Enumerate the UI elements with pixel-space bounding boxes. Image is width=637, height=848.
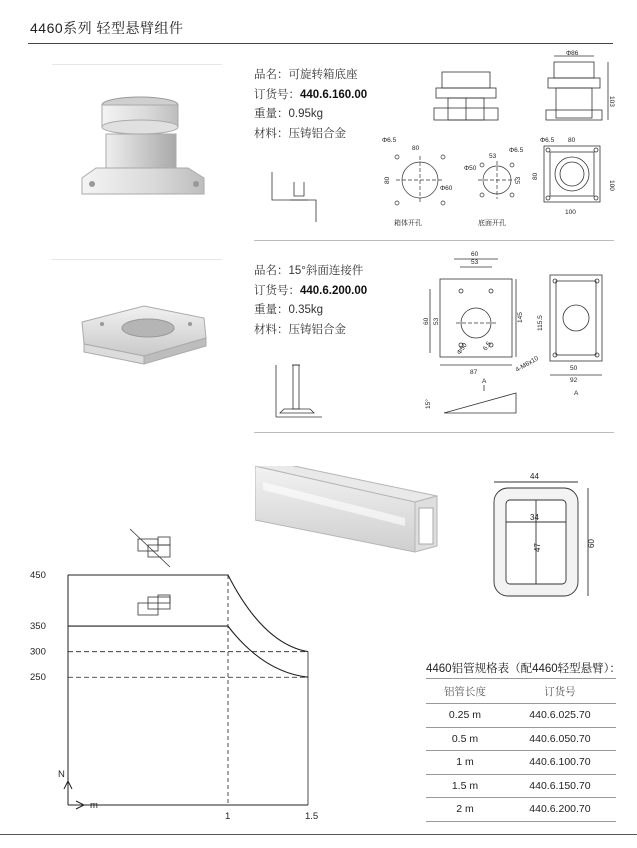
product1-order: 订货号：440.6.160.00 [254,88,368,101]
page-title: 4460系列 轻型悬臂组件 [30,20,184,36]
y-tick-label-250: 250 [30,672,46,684]
dim-w80b: 80 [568,137,576,144]
y-tick-label-350: 350 [30,621,46,633]
box-cutout-view [395,155,445,205]
dim-d86: Φ86 [566,50,579,57]
dim-h145-p2: 145 [517,312,524,323]
dim-h115-5-p2: 115.5 [537,315,544,331]
x-tick-label-1: 1 [225,811,231,822]
footer-rule [0,834,637,835]
y-tick-label-300: 300 [30,646,46,658]
dim-d6-5: Φ6.5 [382,137,397,144]
x-tick-label-1.5: 1.5 [305,811,319,822]
chart-series [68,575,308,677]
dim-d6-5c: Φ6.5 [540,137,555,144]
dim-h100: 100 [608,180,615,191]
load-icon-top [130,529,170,567]
caption-base: 底面开孔 [478,220,506,227]
dim-h103: 103 [608,96,615,107]
dim-w50-p2: 50 [570,365,578,372]
series-line-0 [68,575,308,652]
product2-material: 材料：压铸铝合金 [254,323,346,336]
product1-mount-sketch [272,172,316,222]
product1-weight: 重量：0.95kg [254,108,324,120]
product2-order-no: 440.6.200.00 [300,284,368,297]
product1-front-view [546,56,608,120]
table-row: 1.5 m 440.6.150.70 [426,774,616,798]
product1-material: 材料：压铸铝合金 [254,127,346,140]
dim-d50-p2: Φ50 [455,341,469,357]
dim-w87-p2: 87 [470,369,478,376]
dim-d6-5b: Φ6.5 [509,147,524,154]
dim-h53: 53 [515,176,522,184]
product1-name: 品名：可旋转箱底座 [254,69,358,81]
product2-wedge-view [444,385,516,413]
spec-table [426,678,616,822]
product1-top-view [544,146,600,202]
dim-r6-5-p2: 6.5 [481,340,493,353]
product2-weight: 重量：0.35kg [254,304,324,316]
dim-deg15-p2: 15° [425,399,432,409]
title-divider [28,43,613,44]
table-row: 0.25 m 440.6.025.70 [426,704,616,728]
dim-h47: 47 [533,543,542,552]
dim-w34: 34 [530,513,539,522]
product2-side-view [550,275,602,375]
table-row: 2 m 440.6.200.70 [426,798,616,822]
dim-w60-p2: 60 [471,251,479,258]
product1-order-no: 440.6.160.00 [300,88,368,101]
dim-h60: 60 [587,539,596,548]
chart-ticks [30,570,318,822]
dim-d60: Φ60 [440,185,453,192]
product2-drawings [254,245,624,435]
angled-connector-photo [74,292,214,372]
col-length: 铝管长度 [426,679,504,704]
load-icon-bottom [138,595,170,615]
dim-h53-p2: 53 [433,317,440,325]
section-divider-2 [254,432,614,433]
col-order-no: 订货号 [504,679,616,704]
label-a2-p2: A [574,390,579,397]
spec-table-header [426,679,616,704]
dim-w80c: 80 [532,172,539,180]
photo-divider [52,64,222,65]
x-axis-label: m [90,800,98,811]
dim-h60-p2: 60 [423,317,430,325]
product2-name: 品名：15°斜面连接件 [254,265,364,277]
dim-w92-p2: 92 [570,377,578,384]
chart-axes [58,575,308,811]
photo-divider-2 [52,259,222,260]
caption-box: 箱体开孔 [394,220,422,227]
product1-side-view [434,72,498,120]
y-tick-label-450: 450 [30,570,46,581]
dim-m6-p2: 4-M6x10 [514,355,540,374]
y-axis-label: N [58,769,65,780]
spec-table-title: 4460铝管规格表（配4460轻型悬臂）： [426,663,621,675]
dim-h80: 80 [384,176,391,184]
table-row: 1 m 440.6.100.70 [426,751,616,775]
dim-w53-p2: 53 [471,259,479,266]
section-divider-1 [254,240,614,241]
rotatable-base-photo [78,90,218,205]
product2-order: 订货号：440.6.200.00 [254,284,368,297]
label-a1-p2: A [482,378,487,385]
dim-w100: 100 [565,209,576,216]
base-cutout-view [478,161,516,199]
load-chart [30,515,330,825]
dim-w44: 44 [530,472,539,481]
product2-post-sketch [276,365,322,417]
dim-w53: 53 [489,153,497,160]
tube-profile-drawing [482,470,612,610]
product1-drawings [254,50,624,240]
table-row: 0.5 m 440.6.050.70 [426,727,616,751]
dim-w80: 80 [412,145,420,152]
product2-front-view [430,259,516,365]
dim-d50: Φ50 [464,165,477,172]
